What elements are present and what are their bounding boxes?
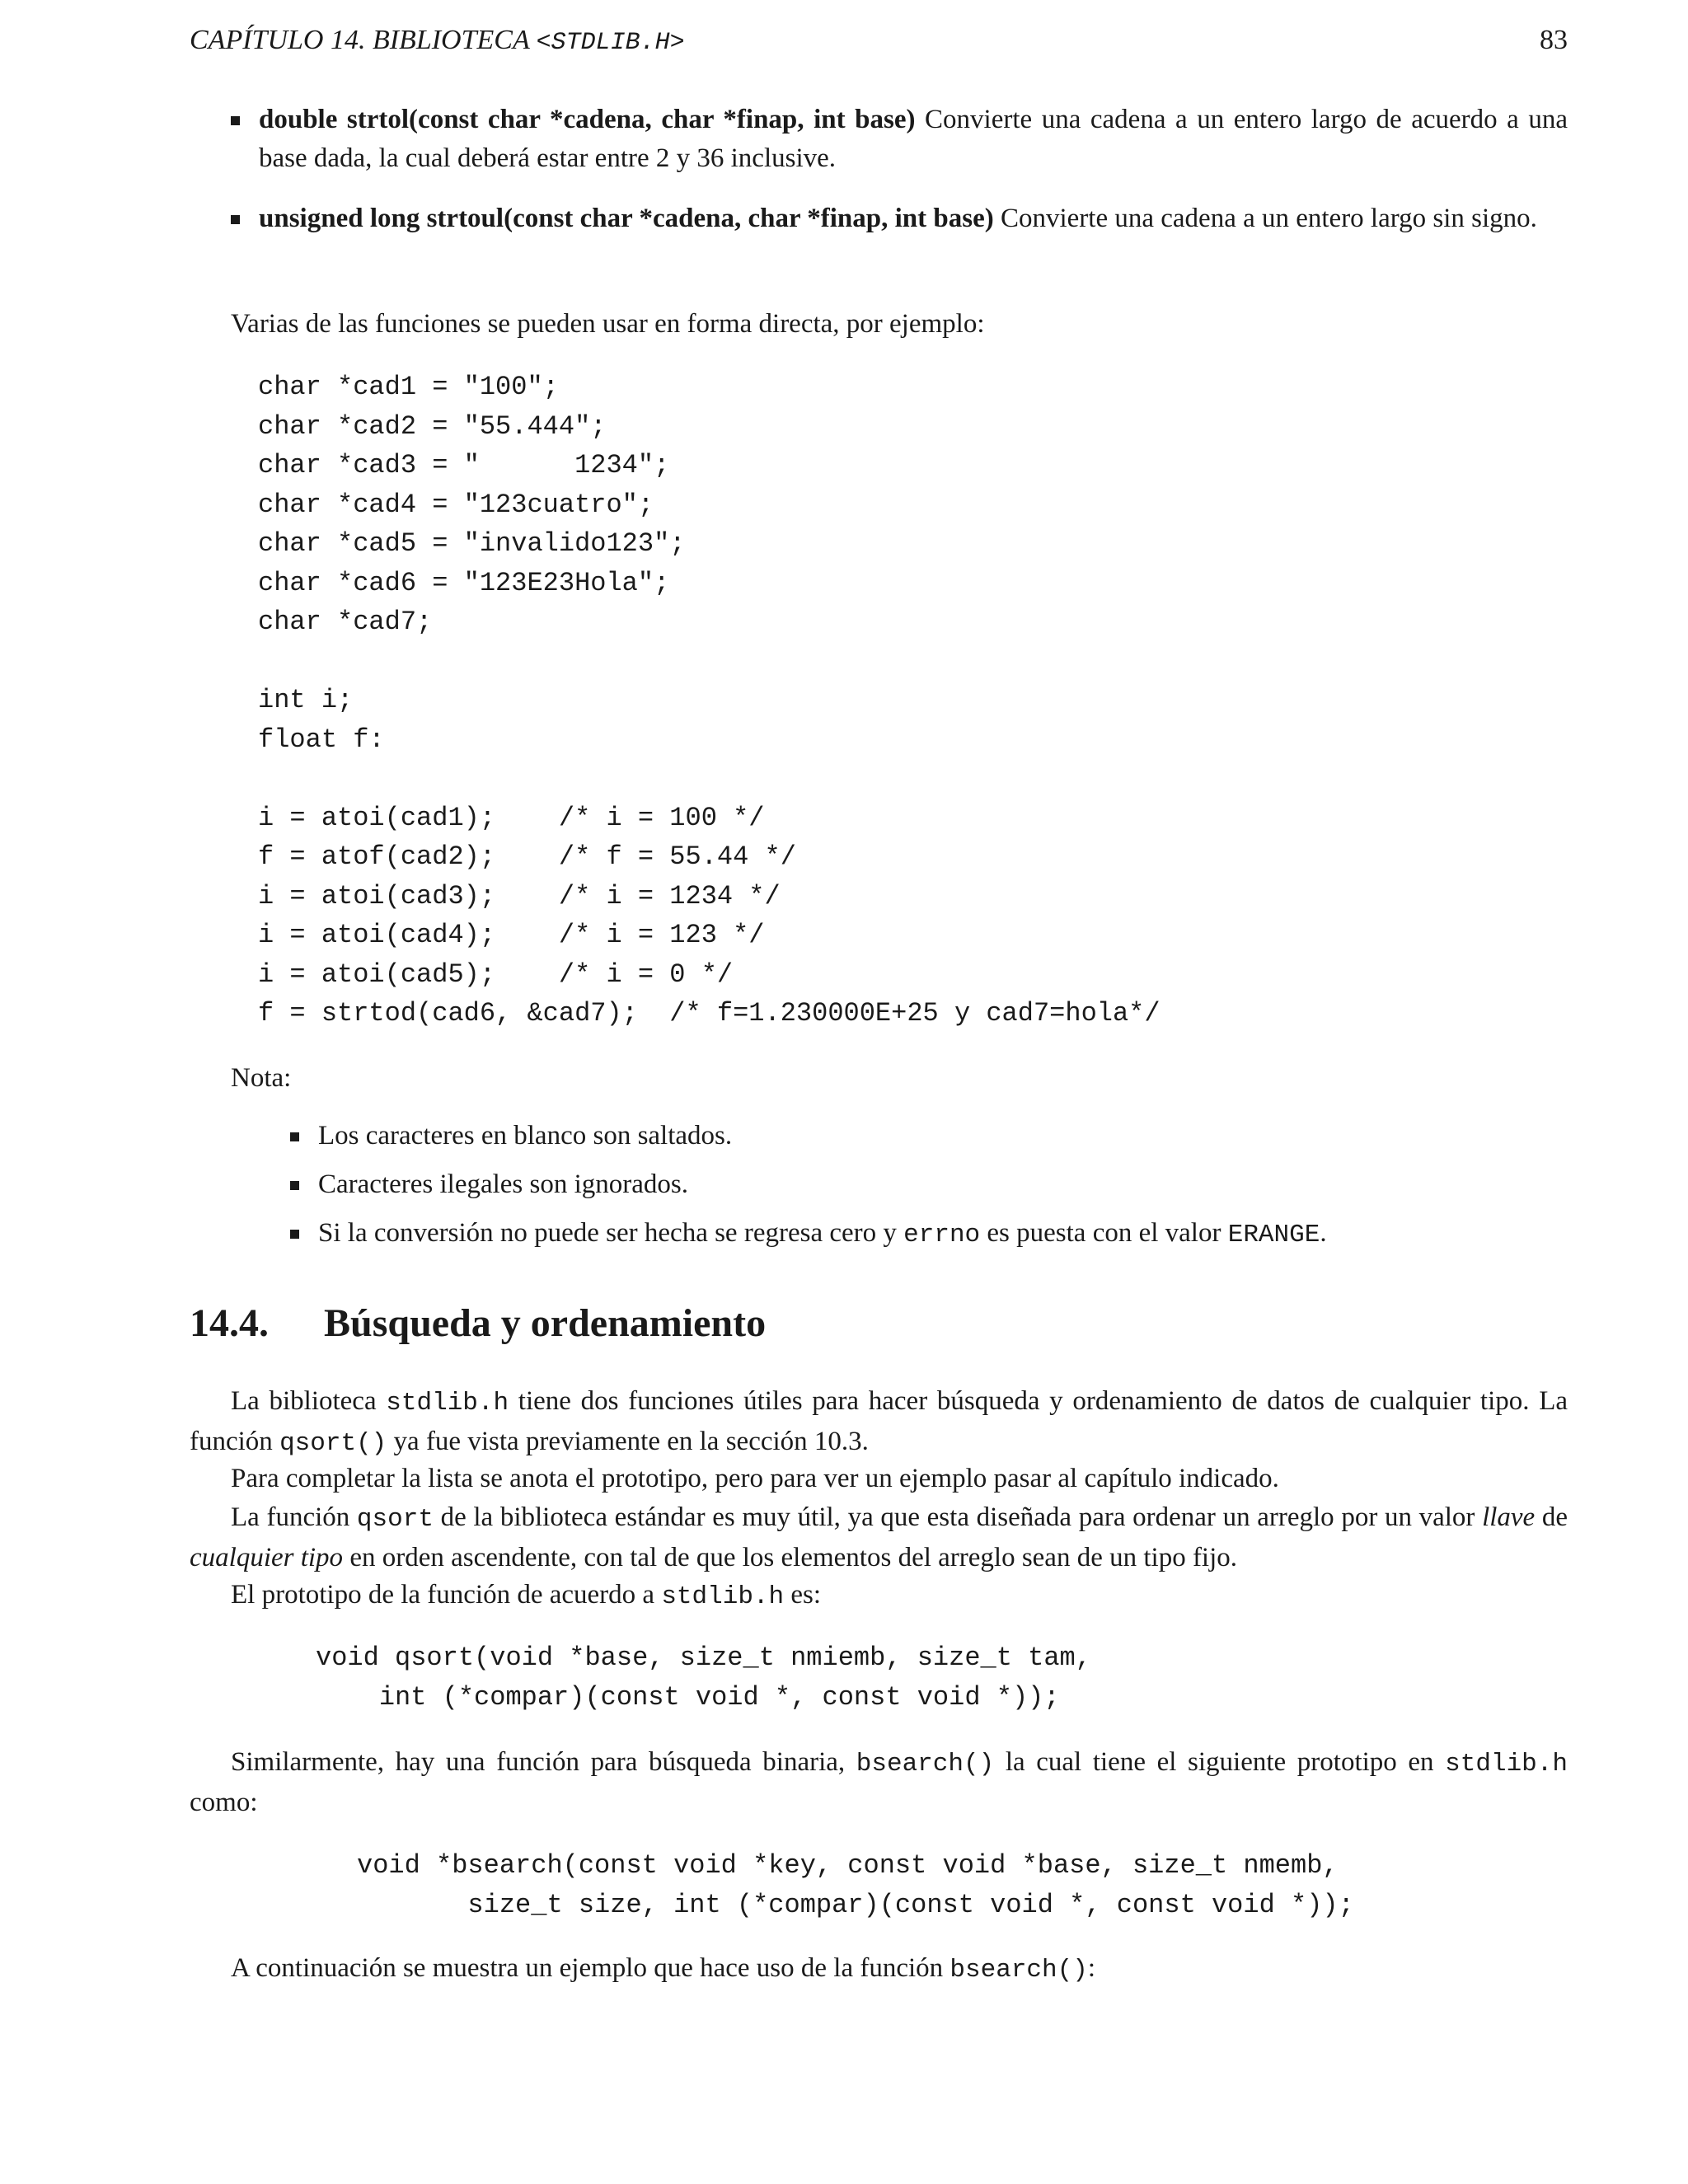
function-description: Convierte una cadena a un entero largo sin signo.: [993, 204, 1537, 233]
bullet-square-icon: [290, 1230, 299, 1239]
function-signature: unsigned long strtoul(const char *cadena, char *finap, int base): [259, 204, 994, 233]
list-item: Caracteres ilegales son ignorados.: [290, 1165, 1568, 1204]
code-block-qsort: void qsort(void *base, size_t nmiemb, size_t tam, int (*compar)(const void *, const void *));: [316, 1643, 1091, 1713]
nota-label: Nota:: [231, 1063, 292, 1093]
notes-list: [290, 1117, 1568, 1264]
example-intro: Varias de las funciones se pueden usar en forma directa, por ejemplo:: [231, 309, 985, 339]
section-number: 14.4.: [190, 1301, 269, 1345]
paragraph: El prototipo de la función de acuerdo a stdlib.h es:: [231, 1580, 822, 1611]
page-number: 83: [1540, 25, 1568, 55]
function-signature: double strtol(const char *cadena, char *finap, int base): [259, 105, 916, 134]
bullet-square-icon: [231, 116, 240, 125]
code-block-bsearch: void *bsearch(const void *key, const void *base, size_t nmemb, size_t size, int (*compar)(const void *, const void *));: [357, 1850, 1354, 1920]
function-description: Convierte una cadena a un entero largo de acuerdo a una base dada, la cual deberá estar entre 2 y 36 inclusive.: [259, 105, 1568, 173]
bullet-square-icon: [290, 1181, 299, 1190]
list-item: Si la conversión no puede ser hecha se regresa cero y errno es puesta con el valor ERANGE.: [290, 1214, 1568, 1254]
paragraph: Para completar la lista se anota el prototipo, pero para ver un ejemplo pasar al capítulo indicado.: [231, 1464, 1279, 1493]
list-item: [231, 199, 1568, 238]
list-item: Los caracteres en blanco son saltados.: [290, 1117, 1568, 1155]
paragraph: La función qsort de la biblioteca estándar es muy útil, ya que esta diseñada para ordenar un arreglo por un valor llave de cualquier tipo en orden ascendente, con tal de que los elementos del arreglo sean de un tipo fijo.: [190, 1502, 1568, 1572]
paragraph: Similarmente, hay una función para búsqueda binaria, bsearch() la cual tiene el siguiente prototipo en stdlib.h como:: [190, 1747, 1568, 1817]
paragraph: A continuación se muestra un ejemplo que hace uso de la función bsearch():: [231, 1953, 1096, 1985]
paragraph: La biblioteca stdlib.h tiene dos funciones útiles para hacer búsqueda y ordenamiento de datos de cualquier tipo. La función qsort() ya fue vista previamente en la sección 10.3.: [190, 1386, 1568, 1458]
bullet-square-icon: [290, 1132, 299, 1141]
section-heading: [190, 1301, 766, 1346]
chapter-title: CAPÍTULO 14. BIBLIOTECA <STDLIB.H>: [190, 25, 685, 57]
function-list: [231, 101, 1568, 260]
running-header: [190, 25, 1568, 66]
code-block-conversions: char *cad1 = "100"; char *cad2 = "55.444"; char *cad3 = " 1234"; char *cad4 = "123cuatro"; char *cad5 = "invalido123"; char *cad6 = "123E23Hola"; char *cad7; int i; float f: i = atoi(cad1); /* i = 100 */ f = atof(cad2); /* f = 55.44 */ i = atoi(cad3); /* i = 1234 */ i = atoi(cad4); /* i = 123 */ i = atoi(cad5); /* i = 0 */ f = strtod(cad6, &cad7); /* f=1.230000E+25 y cad7=hola*/: [258, 372, 1160, 1029]
section-title: Búsqueda y ordenamiento: [324, 1301, 767, 1345]
list-item: [231, 101, 1568, 178]
bullet-square-icon: [231, 215, 240, 224]
